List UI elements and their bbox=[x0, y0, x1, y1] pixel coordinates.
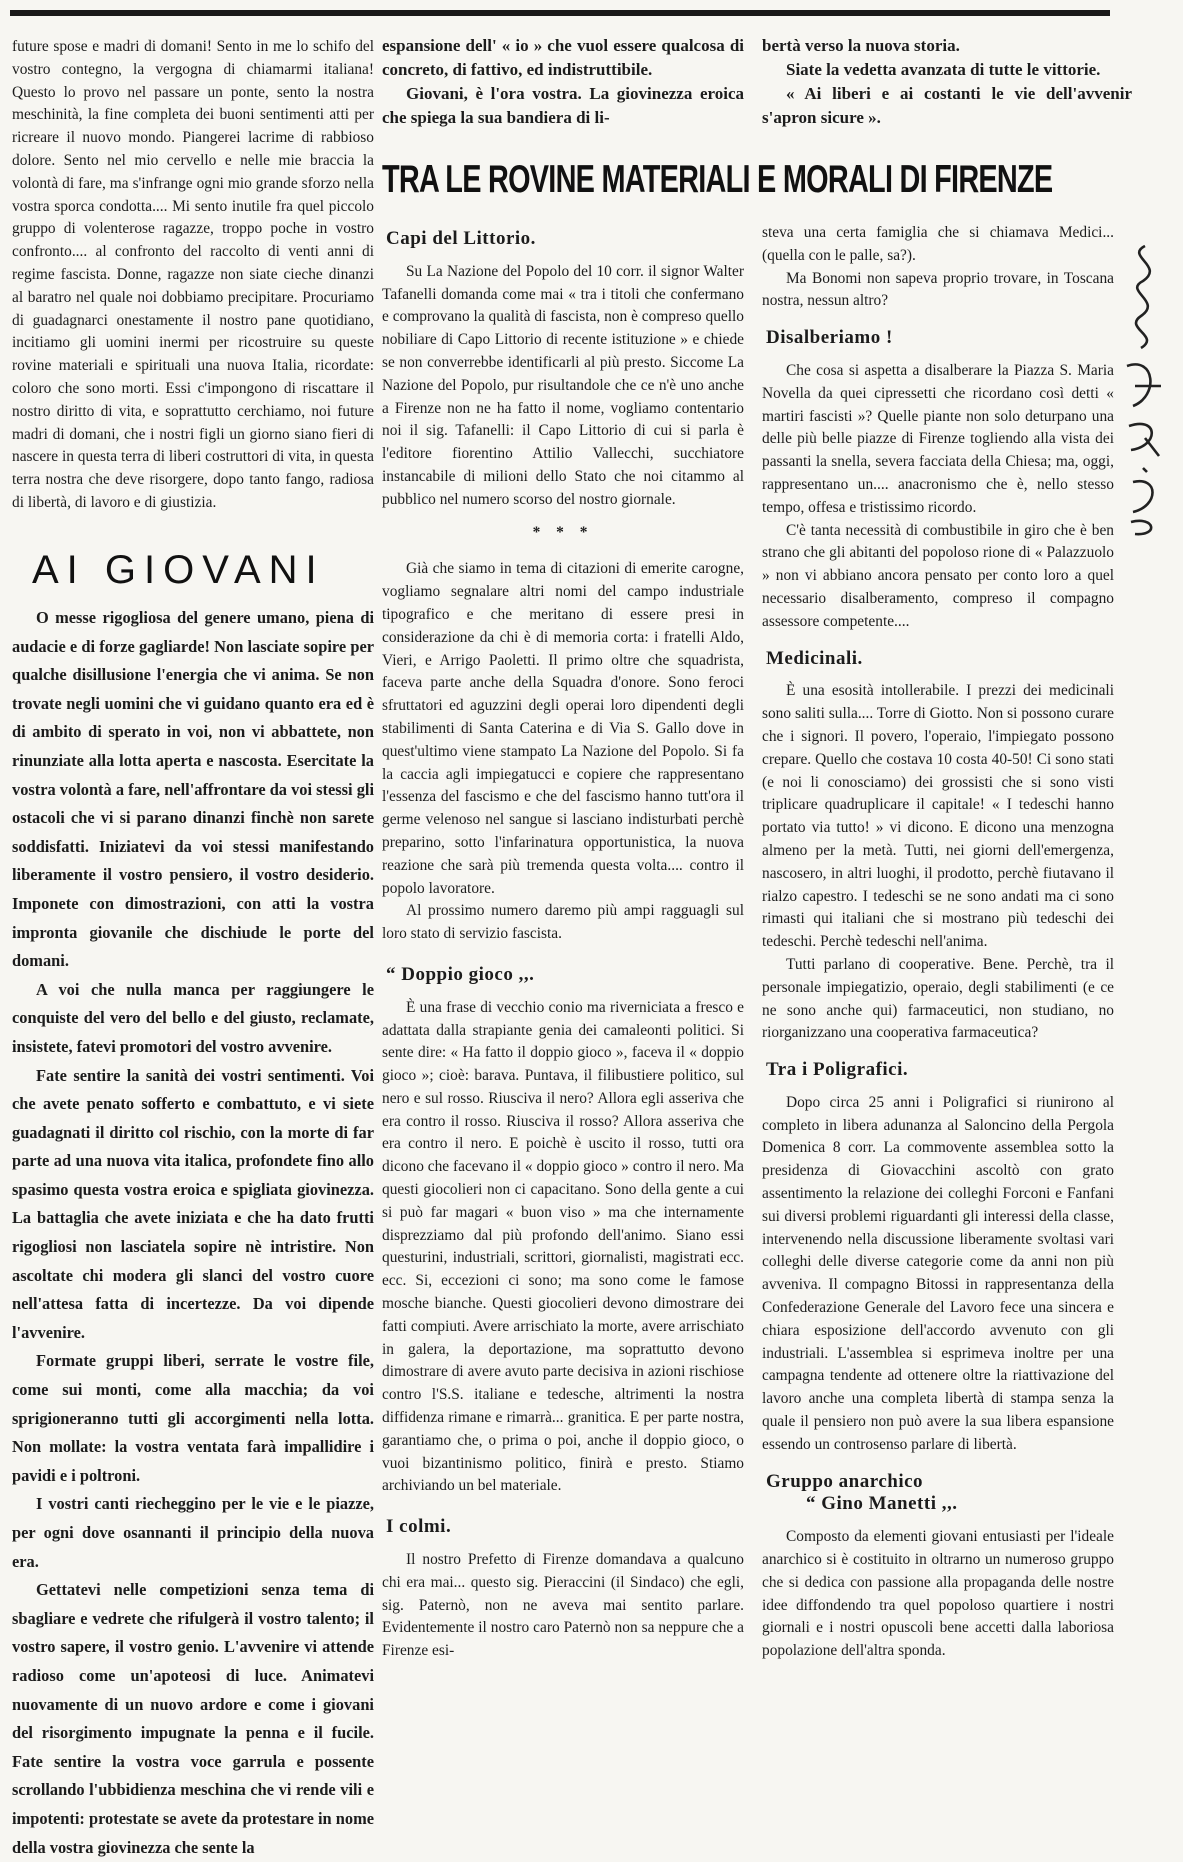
paragraph: future spose e madri di domani! Sento in me lo schifo del vostro contegno, la vergogna di chiamarmi italiana! Questo lo provo nel passare un ponte, sento la nostra meschinità, la fine completa dei buoni sentimenti atti per ricreare il nuovo mondo. Piangerei lacrime di rabbioso dolore. Sento nel mio cervello e nelle mie braccia la volontà di fare, ma s'infrange ogni mio grande sforzo nella vostra sporca condotta.... Mi sento inutile fra quel piccolo gruppo di volenterose ragazze, troppo poche in vostro confronto.... al confronto del raccolto di venti anni di regime fascista. Donne, ragazze non siate cieche dinanzi al baratro nel quale noi dobbiamo precipitare. Procuriamo di guadagnarci onestamente il nostro pane quotidiano, incitiamo gli uomini inermi per ricostruire su queste rovine materiali e spirituali una nuova Italia, ricordate: coloro che sono morti. Essi c'impongono di riscattare il nostro diritto di vita, e soprattutto cerchiamo, noi future madri di domani, che i nostri figli un giorno siano fieri di nascere in questa terra di liberi costruttori di vita, in questa terra nostra che deve risorgere, dopo tanto fango, radiosa di libertà, di lavoro e di giustizia. bbox=[12, 38, 374, 511]
paragraph: Su La Nazione del Popolo del 10 corr. il signor Walter Tafanelli domanda come mai « tra i titoli che confermano e comprovano la qualità di fascista, non è compreso quello nobiliare di Capo Littorio di recente istituzione » e chiede se non converrebbe identificarli al più presto. Siccome La Nazione del Popolo, pur risultandole che ce n'è uno anche a Firenze non ne ha fatto il nome, vogliamo contentario noi il sig. Tafanelli: il Capo Littorio di cui si parla è l'editore fiorentino Attilio Vallecchi, succhiatore instancabile di milioni dello Stato che noi citammo al pubblico nel numero scorso del nostro giornale. bbox=[382, 262, 744, 508]
paragraph: Fate sentire la sanità dei vostri sentimenti. Voi che avete penato sofferto e combattuto, e vi siete guadagnati il diritto col rischio, con la morte di far parte ad una nuova vita italica, profondete fino allo spasimo questa vostra eroica e spigliata giovinezza. La battaglia che avete iniziata e che ha dato frutti rigogliosi non lasciatela sopire nè intristire. Non ascoltate chi modera gli slanci del vostro cuore nell'attesa fatta di incertezze. Da voi dipende l'avvenire. bbox=[12, 1065, 374, 1342]
column-3-articles bbox=[762, 222, 1114, 1663]
article-title-capi-littorio: Capi del Littorio. bbox=[386, 228, 536, 249]
paragraph: bertà verso la nuova storia. bbox=[762, 36, 960, 55]
paragraph: Al prossimo numero daremo più ampi ragguagli sul loro stato di servizio fascista. bbox=[382, 902, 744, 943]
paragraph: Gettatevi nelle competizioni senza tema di sbagliare e vedrete che rifulgerà il vostro talento; il vostro sapere, il vostro genio. L'avvenire vi attende radioso come un'apoteosi di luce. Animatevi nuovamente di un nuovo ardore e come i giovani del risorgimento impugnate la penna e il fucile. Fate sentire la vostra voce garrula e possente scrollando l'ubbidienza meschina che vi rende vili e impotenti: protestate se avete da protestare in nome della vostra giovinezza che sente la bbox=[12, 1580, 374, 1857]
paragraph: Dopo circa 25 anni i Poligrafici si riunirono al completo in libera adunanza al Saloncino della Pergola Domenica 8 corr. La commovente assemblea sotto la presidenza di Giovacchini ascoltò con grato assentimento la relazione dei colleghi Forconi e Fanfani sui diversi problemi riguardanti gli interessi della classe, intervenendo nella discussione liberamente svoltasi vari colleghi delle diverse categorie come da anni non più avveniva. Il compagno Bitossi in rappresentanza della Confederazione Generale del Lavoro fece una sincera e chiara esposizione dell'accordo avvenuto con gli industriali. L'assemblea si esprimeva inoltre per una campagna tendente ad ottenere oltre la riattivazione del lavoro anche una completa libertà di stampa senza la quale il pensiero non può avere la sua libera espansione essendo un controsenso parlare di libertà. bbox=[762, 1093, 1114, 1453]
paragraph: Formate gruppi liberi, serrate le vostre file, come sui monti, come alla macchia; da voi sprigioneranno tutti gli accorgimenti nella lotta. Non mollate: la vostra ventata farà impallidire i pavidi e i poltroni. bbox=[12, 1351, 374, 1485]
paragraph: È una esosità intollerabile. I prezzi dei medicinali sono saliti sulla.... Torre di Giotto. Non si possono curare che i signori. Il povero, l'operaio, l'impiegato possono crepare. Quello che costava 10 costa 40-50! Ci sono stati (e noi li conosciamo) dei grossisti che si sono visti triplicare quadruplicare il capitale! « I tedeschi hanno portato via tutto! » vi dicono. E dicono una menzogna almeno per la metà. Tutti, nei giorni dell'emergenza, nascosero, in altri luoghi, il prodotto, perchè fiutavano il rialzo capestro. I tedeschi se ne sono andati ma ci sono rimasti qui italiani che si mostrano più tedeschi dei tedeschi. Perchè tedeschi nell'anima. bbox=[762, 682, 1114, 951]
paragraph: I vostri canti riecheggino per le vie e le piazze, per ogni dove osannanti il principio della nuova era. bbox=[12, 1494, 374, 1571]
paragraph: espansione dell' « io » che vuol essere qualcosa di concreto, di fattivo, ed indistruttibile. bbox=[382, 36, 744, 79]
column-2-articles bbox=[382, 222, 744, 1663]
paragraph: Che cosa si aspetta a disalberare la Piazza S. Maria Novella da quei cipressetti che ricordano così detti « martiri fascisti »? Quelle piante non solo deturpano una delle più belle piazze di Firenze togliendo alla vista dei passanti la snella, severa facciata della Chiesa; ma, oggi, rappresentano un.... anacronismo che è, nello stesso tempo, offesa e tristissimo ricordo. bbox=[762, 361, 1114, 516]
paragraph: steva una certa famiglia che si chiamava Medici... (quella con le palle, sa?). bbox=[762, 224, 1114, 264]
article-title-poligrafici: Tra i Poligrafici. bbox=[766, 1059, 909, 1081]
paragraph: Siate la vedetta avanzata di tutte le vittorie. bbox=[786, 60, 1101, 79]
handwritten-margin-note bbox=[1115, 236, 1173, 536]
paragraph: Già che siamo in tema di citazioni di emerite carogne, vogliamo segnalare altri nomi del campo industriale tipografico e che meritano di essere presi in considerazione da chi è di memoria corta: i fratelli Aldo, Vieri, e Arrigo Paoletti. Il primo oltre che squadrista, faceva parte anche della Squadra d'onore. Sono feroci sfruttatori ed aguzzini degli operai loro dipendenti degli stabilimenti di Santa Caterina e di Via S. Gallo dove in quest'ultimo viene stampato La Nazione del Popolo. Si fa la caccia agli impiegatucci e copiere che rappresentano l'essenza del fascismo e che del fascismo hanno tutt'ora il germe velenoso nel sangue si lasciano indisturbati perchè preparino, sotto l'infarinatura opportunistica, la nuova reazione che sarà più tremenda questa volta.... contro il popolo lavoratore. bbox=[382, 560, 744, 897]
paragraph: È una frase di vecchio conio ma riverniciata a fresco e adattata dalla strapiante genia dei camaleonti politici. Si sente dire: « Ha fatto il doppio gioco », faceva il « doppio gioco »; cioè: barava. Puntava, il filibustiere politico, sul nero e sul rosso. Riusciva il nero? Allora egli asseriva che era contro il rosso. Riusciva il rosso? Allora asseriva che era contro il nero. E poichè è uscito il rosso, tutti ora dicono che facevano il « doppio gioco » contro il nero. Ma questi giocolieri non ci capacitano. Sono della gente a cui si può far magari « buon viso » ma che internamente disprezziamo dal più profondo dell'animo. Siano essi questurini, industriali, scrittori, giornalisti, magistrati ecc. ecc. Si, eccezioni ci sono; ma sono come le famose mosche bianche. Questi giocolieri devono dimostrare dei fatti compiuti. Avere arrischiato la morte, avere arrischiato in galera, la deportazione, ma soprattutto devono dimostrare di avere avuto parte decisiva in azioni rischiose contro l'S.S. italiane e tedesche, altrimenti la nostra diffidenza rimane e rimarrà... granitica. E per parte nostra, garantiamo che, o prima o poi, anche il doppio gioco, o vuoi bizantinismo politico, finirà e presto. Stiamo archiviando un bel materiale. bbox=[382, 998, 744, 1495]
masthead-rule bbox=[10, 10, 1110, 16]
paragraph: Tutti parlano di cooperative. Bene. Perchè, tra il personale impiegatizio, operaio, degli stabilimenti (e ce ne sono anche qui) farmaceutici, non studiano, no riorganizzano una cooperativa farmaceutica? bbox=[762, 955, 1114, 1042]
paragraph: A voi che nulla manca per raggiungere le conquiste del vero del bello e del giusto, reclamate, insistete, fatevi promotori del vostro avvenire. bbox=[12, 979, 374, 1056]
column-2-top bbox=[382, 34, 744, 130]
paragraph: Il nostro Prefetto di Firenze domandava a qualcuno chi era mai... questo sig. Pieraccini (il Sindaco) che egli, sig. Paternò, non ne aveva mai sentito parlare. Evidentemente il nostro caro Paternò non sa neppure che a Firenze esi- bbox=[382, 1551, 744, 1660]
article-title-medicinali: Medicinali. bbox=[766, 647, 863, 669]
paragraph: Giovani, è l'ora vostra. La giovinezza eroica che spiega la sua bandiera di li- bbox=[382, 84, 744, 127]
article-title-doppio-gioco: “ Doppio gioco ,,. bbox=[386, 963, 535, 985]
paragraph: Composto da elementi giovani entusiasti per l'ideale anarchico si è costituito in oltrarno un numeroso gruppo che si dedica con passione alla propaganda delle nostre idee diffondendo tra quel popoloso quartiere i nostri giornali e i nostri opuscoli bene accetti dalla laboriosa popolazione dell'altra sponda. bbox=[762, 1528, 1114, 1660]
paragraph: « Ai liberi e ai costanti le vie dell'avvenir s'apron sicure ». bbox=[762, 84, 1132, 127]
ai-giovani-body bbox=[12, 604, 374, 1862]
article-subtitle-gino-manetti: “ Gino Manetti ,,. bbox=[806, 1493, 958, 1515]
separator-stars: * * * bbox=[532, 523, 594, 541]
column-3-top bbox=[762, 34, 1132, 130]
column-1-top bbox=[12, 36, 374, 515]
section-title-ai-giovani: AI GIOVANI bbox=[32, 548, 325, 592]
paragraph: C'è tanta necessità di combustibile in giro che è ben strano che gli abitanti del popoloso rione di « Palazzuolo » non vi abbiano ancora pensato per conto loro a quel necessario disalberamento, compreso il compagno assessore competente.... bbox=[762, 521, 1114, 630]
article-title-disalberiamo: Disalberiamo ! bbox=[766, 327, 893, 349]
main-headline: TRA LE ROVINE MATERIALI E MORALI DI FIRENZE bbox=[382, 158, 1053, 201]
paragraph: Ma Bonomi non sapeva proprio trovare, in Toscana nostra, nessun altro? bbox=[762, 269, 1114, 310]
article-title-colmi: I colmi. bbox=[386, 1516, 452, 1538]
paragraph: O messe rigogliosa del genere umano, piena di audacie e di forze gagliarde! Non lasciate sopire per qualche disillusione l'energia che vi anima. Se non trovate negli uomini che vi guidano quanto era ed è di ambito di sperato in voi, non vi abbattete, non rinunziate alla lotta aperta e nascosta. Esercitate la vostra volontà a fare, nell'affrontare da voi stessi gli ostacoli che vi si parano dinanzi finchè non sarete soddisfatti. Iniziatevi da voi stessi manifestando liberamente il vostro pensiero, il vostro desiderio. Imponete con dimostrazioni, con atti la vostra impronta giovanile che dischiude le porte del domani. bbox=[12, 608, 374, 971]
article-title-gruppo-anarchico: Gruppo anarchico bbox=[766, 1470, 924, 1492]
